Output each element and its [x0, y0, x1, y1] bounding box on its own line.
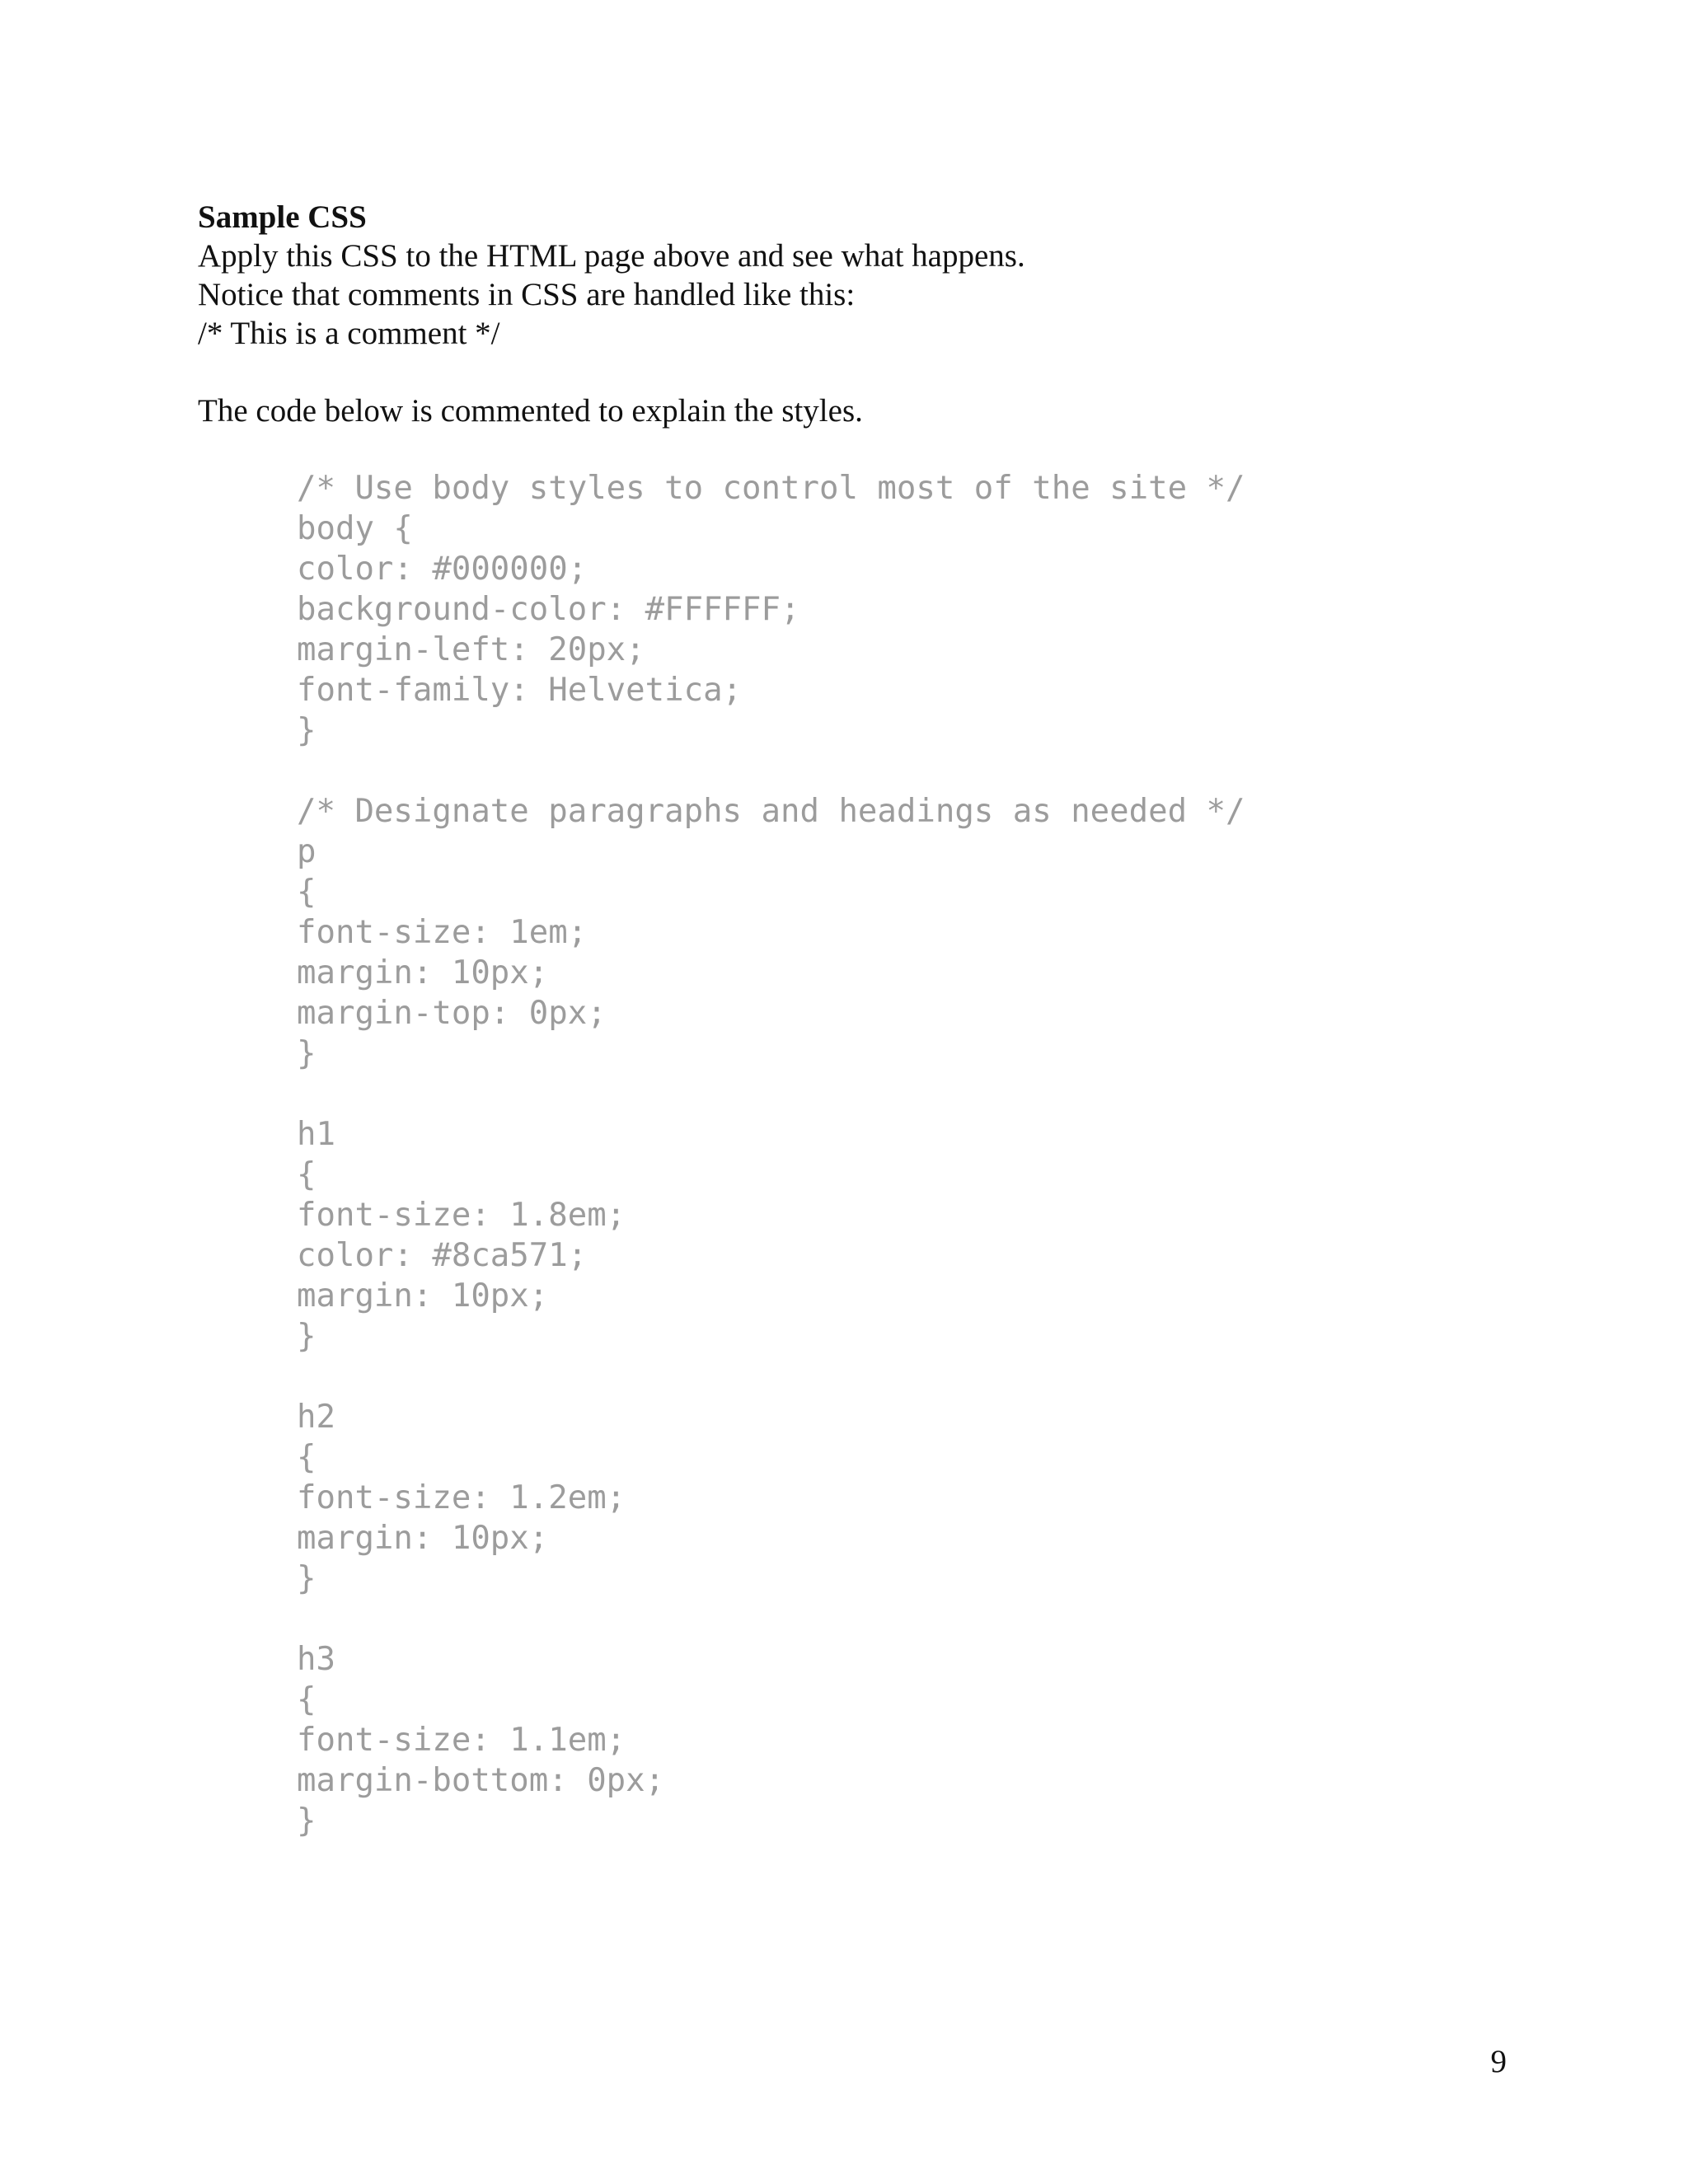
code-line: color: #000000;	[297, 551, 588, 588]
code-line: font-size: 1.2em;	[297, 1479, 626, 1516]
code-line: background-color: #FFFFFF;	[297, 591, 800, 628]
code-line: {	[297, 1681, 316, 1718]
code-line: }	[297, 712, 316, 749]
code-blank-line	[297, 751, 1451, 791]
code-blank-line	[297, 1074, 1451, 1114]
code-line: }	[297, 1560, 316, 1597]
code-line: font-family: Helvetica;	[297, 672, 743, 709]
code-line: }	[297, 1318, 316, 1355]
explanation-line: The code below is commented to explain the styles.	[198, 393, 863, 429]
code-blank-line	[297, 1357, 1451, 1397]
code-line: }	[297, 1035, 316, 1072]
code-line: color: #8ca571;	[297, 1237, 588, 1274]
code-line: margin: 10px;	[297, 954, 549, 991]
code-line: margin-left: 20px;	[297, 631, 645, 668]
code-line: {	[297, 1156, 316, 1193]
prose-section	[198, 198, 1484, 430]
intro-line-1: Apply this CSS to the HTML page above and see what happens.	[198, 238, 1025, 274]
code-blank-line	[297, 1599, 1451, 1639]
code-line: /* Use body styles to control most of the site */	[297, 470, 1245, 507]
code-line: body {	[297, 510, 413, 547]
page-number: 9	[1490, 2044, 1507, 2079]
code-line: margin-bottom: 0px;	[297, 1762, 665, 1799]
code-line: {	[297, 874, 316, 911]
intro-line-3: /* This is a comment */	[198, 316, 500, 351]
code-line: /* Designate paragraphs and headings as needed */	[297, 793, 1245, 830]
code-line: margin: 10px;	[297, 1277, 549, 1315]
code-line: {	[297, 1439, 316, 1476]
code-line: font-size: 1.1em;	[297, 1722, 626, 1759]
intro-line-2: Notice that comments in CSS are handled like this:	[198, 277, 856, 312]
code-line: margin: 10px;	[297, 1520, 549, 1557]
paragraph-gap	[198, 353, 1484, 391]
css-code-block	[297, 468, 1451, 1841]
code-line: h2	[297, 1399, 335, 1436]
code-line: font-size: 1.8em;	[297, 1197, 626, 1234]
code-line: p	[297, 833, 316, 870]
code-line: font-size: 1em;	[297, 914, 588, 951]
code-line: h1	[297, 1116, 335, 1153]
code-line: h3	[297, 1641, 335, 1678]
code-line: margin-top: 0px;	[297, 995, 607, 1032]
code-line: }	[297, 1802, 316, 1840]
section-heading: Sample CSS	[198, 199, 367, 235]
